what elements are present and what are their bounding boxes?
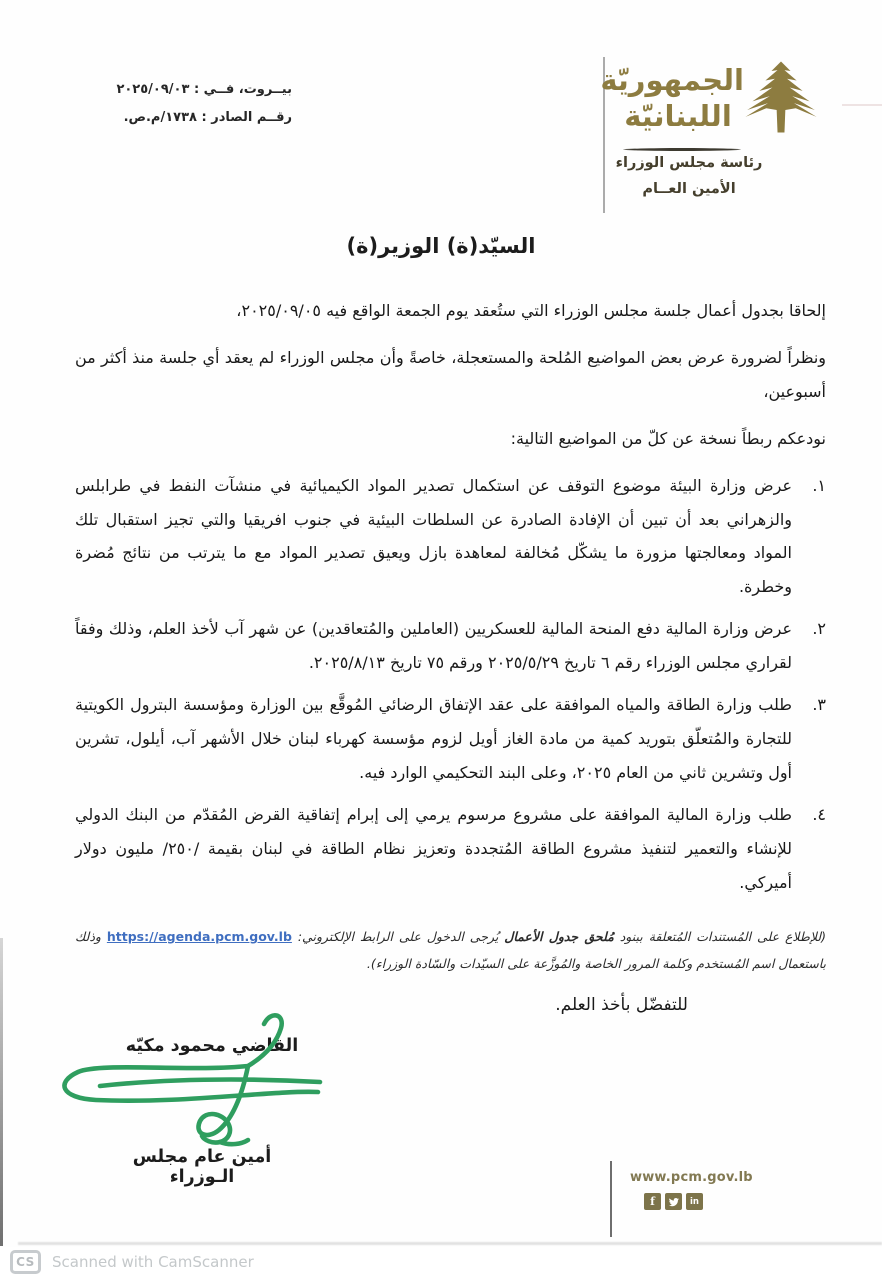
salutation: السيّد(ة) الوزير(ة) (346, 234, 536, 258)
scan-edge-artifact-left (0, 938, 3, 1246)
item-text: طلب وزارة المالية الموافقة على مشروع مرسوم يرمي إلى إبرام إتفاقية القرض المُقدّم من البنك الدولي للإنشاء والتعمير لتنفيذ مشروع الطاقة المُتجددة وتعزيز نظام الطاقة في لبنان بقيمة /٢٥٠/ مليون دولار أميركي. (75, 804, 793, 892)
item-text: عرض وزارة البيئة موضوع التوقف عن استكمال تصدير المواد الكيميائية في منشآت النفط في طرابلس والزهراني بعد أن تبين أن الإفادة الصادرة عن السلطات البيئية في جنوب افريقيا والتي تجيز استقبال تلك المواد ومعالجتها مزورة ما يشكّل مُخالفة لمعاهدة بازل ويعيق تصدير المواد مع ما يترتب من نتائج مُضرة وخطرة. (75, 475, 792, 597)
footer-divider-line (610, 1161, 612, 1237)
footnote-part1: (للإطلاع على المُستندات المُتعلقة ببنود (613, 929, 826, 944)
handwritten-signature (52, 1008, 324, 1154)
item-number: ٢. (812, 619, 826, 639)
list-item (75, 688, 826, 790)
social-icons (644, 1193, 703, 1210)
signer-name: القاضي محمود مكيّه (125, 1036, 299, 1056)
footnote-part2: يُرجى الدخول على الرابط الإلكتروني: (291, 929, 505, 944)
footnote-bold: مُلحق جدول الأعمال (504, 929, 614, 944)
item-number: ٣. (812, 695, 826, 715)
secretary-general-title: الأمين العــام (642, 181, 736, 197)
letter-body (75, 294, 826, 908)
footnote (75, 924, 826, 978)
item-number: ٤. (812, 804, 826, 824)
paragraph-2: ونظراً لضرورة عرض بعض المواضيع المُلحة والمستعجلة، خاصةً وأن مجلس الوزراء لم يعقد أي جلسة منذ أكثر من أسبوعين، (75, 347, 826, 401)
twitter-icon (665, 1193, 682, 1210)
camscanner-watermark-text: Scanned with CamScanner (52, 1253, 254, 1271)
cedar-tree-icon (742, 56, 820, 142)
logo-line2: اللبنانيّة (624, 99, 732, 134)
reference-number: رقــم الصادر : ١٧٣٨/م.ص. (123, 109, 292, 125)
item-number: ١. (812, 475, 826, 495)
linkedin-icon: in (686, 1193, 703, 1210)
camscanner-icon: CS (10, 1250, 41, 1274)
signer-title: أمين عام مجلس الـوزراء (132, 1147, 272, 1187)
facebook-icon: f (644, 1193, 661, 1210)
scan-edge-artifact-top (842, 104, 882, 106)
agenda-link[interactable]: https://agenda.pcm.gov.lb (106, 929, 292, 944)
website-url: www.pcm.gov.lb (630, 1170, 753, 1185)
logo-underline-swoosh (623, 148, 741, 151)
footnote-part3: وذلك باستعمال اسم المُستخدم وكلمة المرور الخاصة والمُوزَّعة على السيّدات والسّادة الوزراء). (75, 929, 826, 971)
paragraph-1: إلحاقا بجدول أعمال جلسة مجلس الوزراء التي ستُعقد يوم الجمعة الواقع فيه ٢٠٢٥/٠٩/٠٥، (236, 301, 826, 320)
place-date: بيــروت، فــي : ٢٠٢٥/٠٩/٠٣ (116, 82, 292, 97)
item-text: طلب وزارة الطاقة والمياه الموافقة على عقد الإتفاق الرضائي المُوقَّع بين الوزارة ومؤسسة البترول الكويتية للتجارة والمُتعلّق بتوريد كمية من مادة الغاز أويل لزوم مؤسسة كهرباء لبنان خلال الأشهر آب، أيلول، تشرين أول وتشرين ثاني من العام ٢٠٢٥، وعلى البند التحكيمي الوارد فيه. (75, 695, 792, 782)
closing-line: للتفضّل بأخذ العلم. (555, 995, 688, 1015)
list-item (75, 612, 826, 680)
letter-meta (92, 76, 292, 132)
scan-edge-artifact-bottom (18, 1242, 882, 1245)
list-item (75, 798, 826, 900)
paragraph-3: نودعكم ربطاً نسخة عن كلّ من المواضيع التالية: (510, 428, 826, 448)
presidency-title: رئاسة مجلس الوزراء (615, 155, 763, 171)
item-text: عرض وزارة المالية دفع المنحة المالية للعسكريين (العاملين والمُتعاقدين) عن شهر آب لأخذ العلم، وذلك وفقاً لقراري مجلس الوزراء رقم ٦ تاريخ ٢٠٢٥/٥/٢٩ ورقم ٧٥ تاريخ ٢٠٢٥/٨/١٣. (75, 619, 792, 673)
logo-line1: الجمهوريّة (600, 63, 744, 97)
list-item (75, 469, 826, 605)
republic-calligraphy-logo (600, 62, 744, 135)
